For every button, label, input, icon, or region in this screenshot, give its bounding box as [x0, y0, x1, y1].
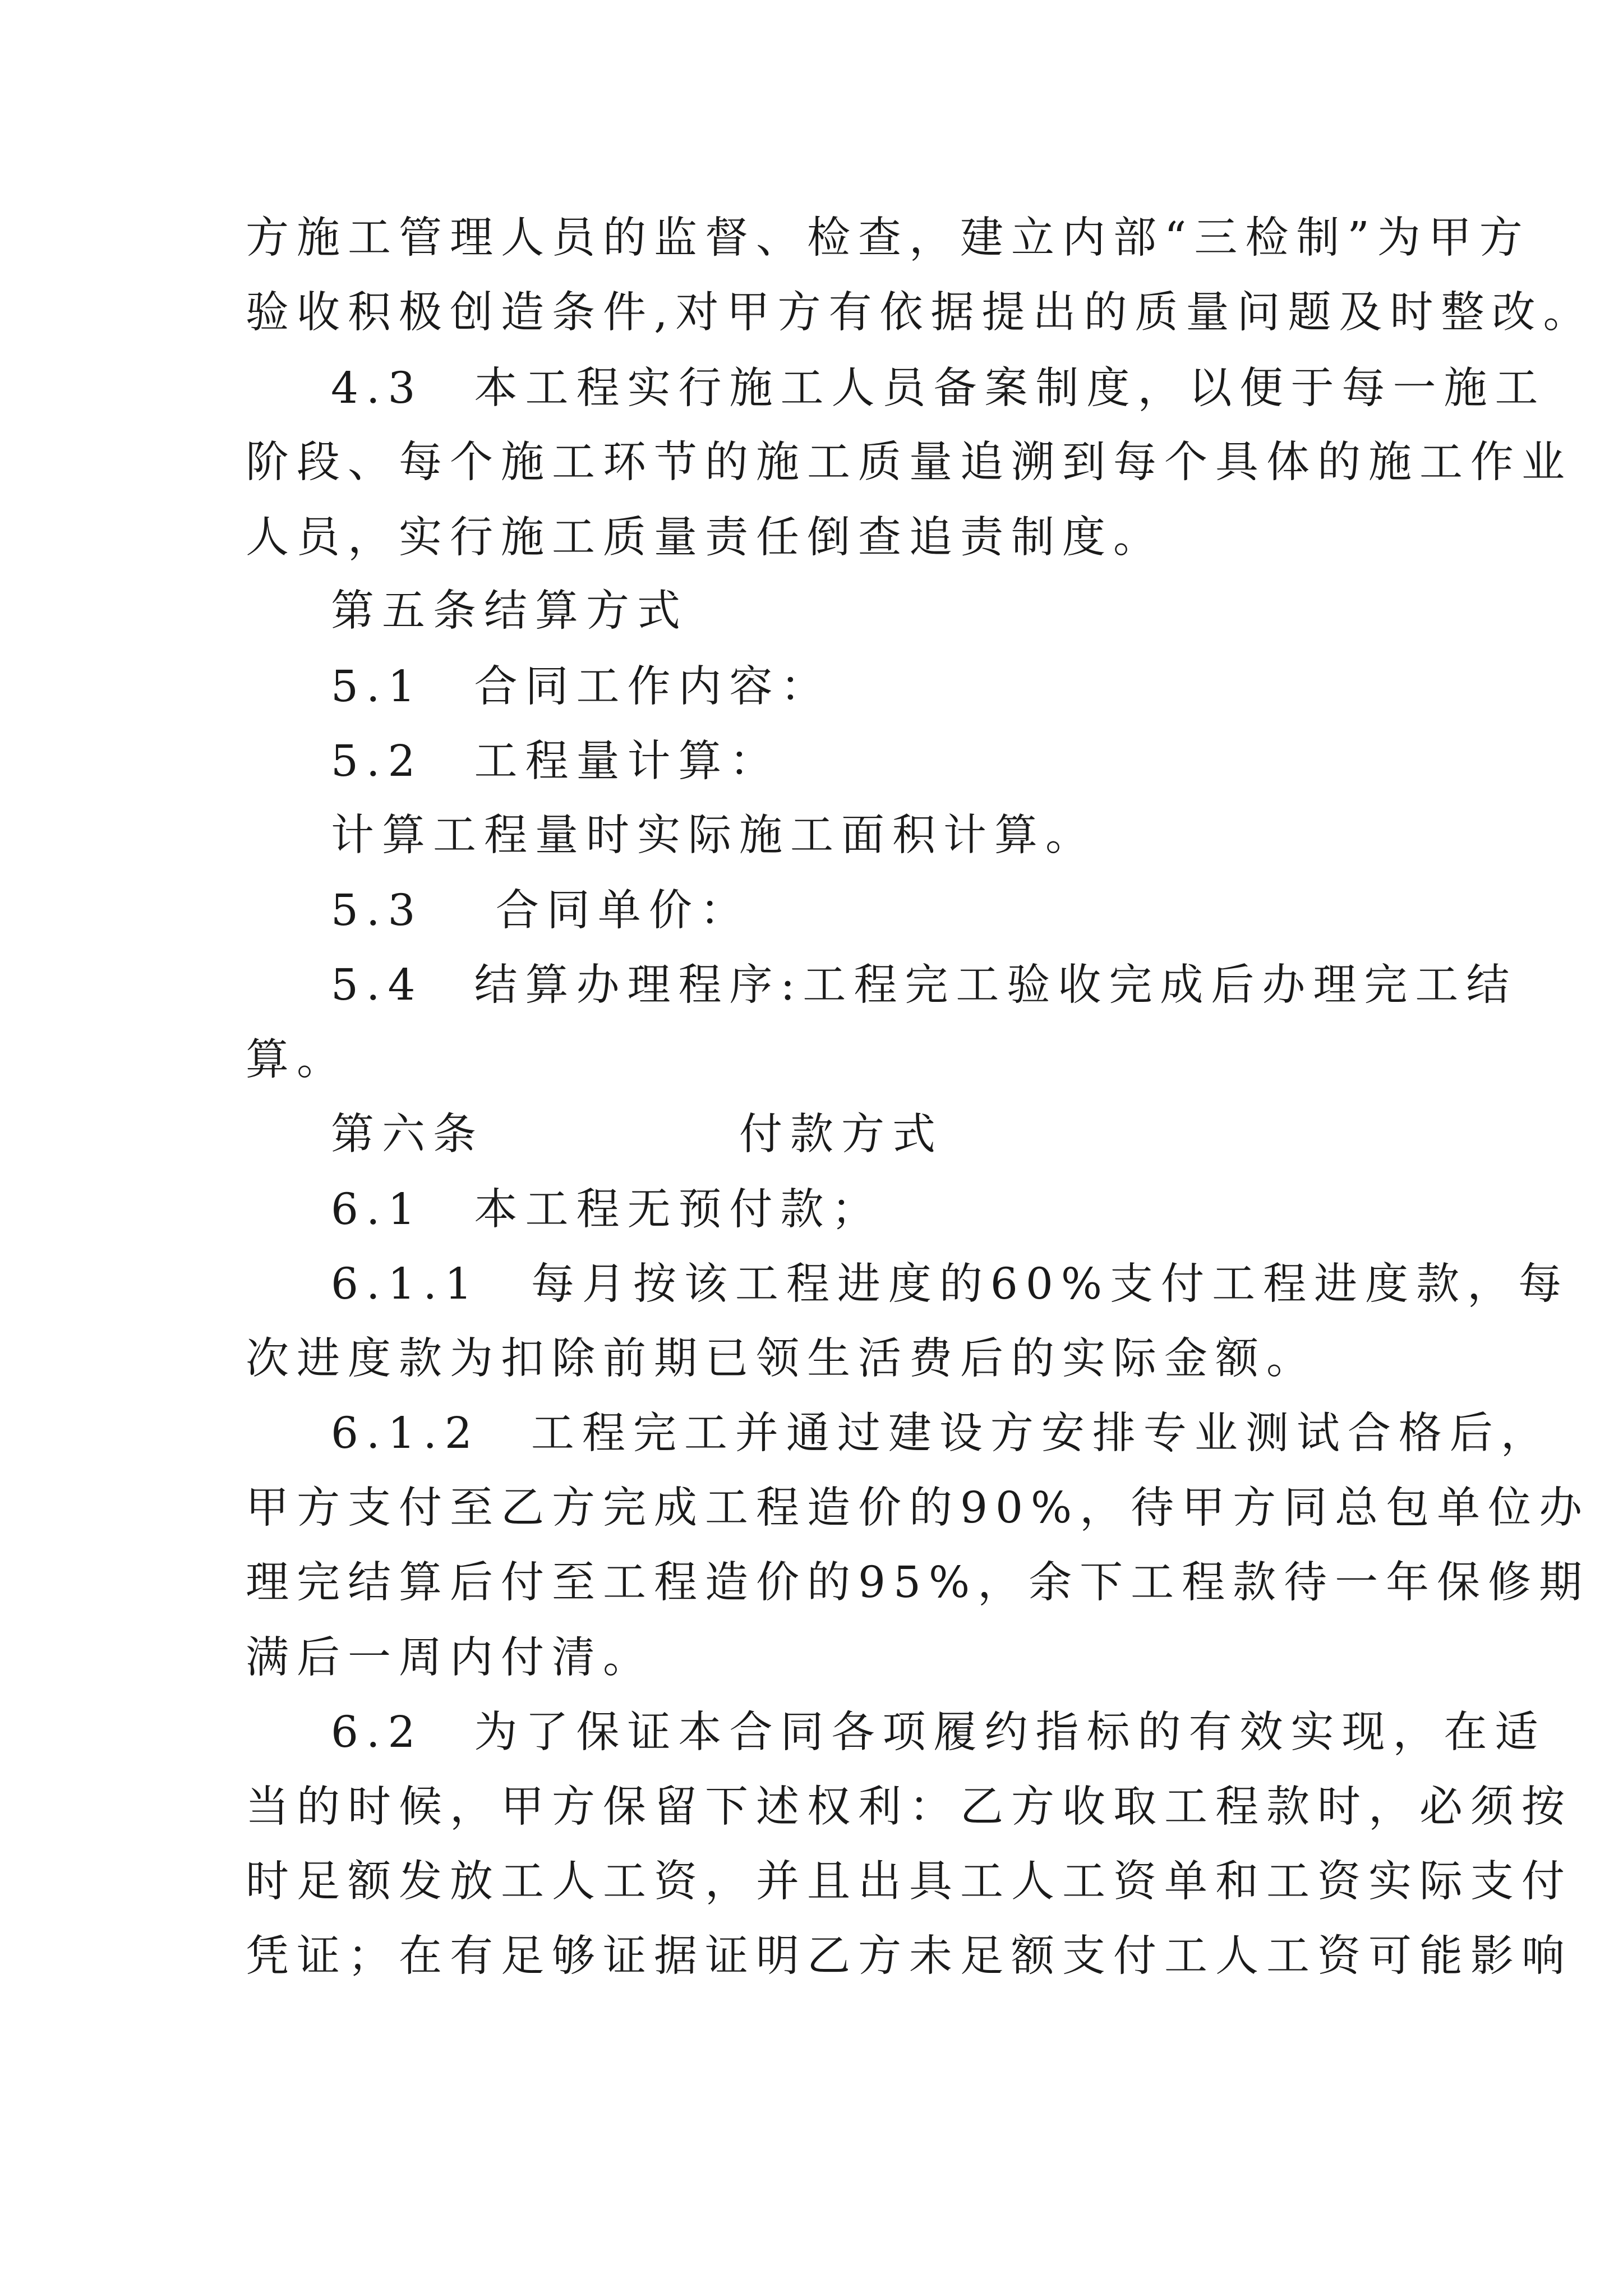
text-line: 当的时候，甲方保留下述权利：乙方收取工程款时，必须按: [246, 1782, 1573, 1832]
clause-5-4: 5.4 结算办理程序:工程完工验收完成后办理完工结: [331, 960, 1518, 1010]
clause-5-1: 5.1 合同工作内容：: [331, 662, 832, 712]
text-line: 方施工管理人员的监督、检查，建立内部“三检制”为甲方: [246, 213, 1530, 263]
clause-6-1-2: 6.1.2 工程完工并通过建设方安排专业测试合格后，: [331, 1409, 1552, 1458]
text-line: 人员，实行施工质量责任倒查追责制度。: [246, 513, 1164, 563]
text-line: 验收积极创造条件,对甲方有依据提出的质量问题及时整改。: [246, 288, 1594, 338]
text-line: 满后一周内付清。: [246, 1633, 654, 1683]
text-line: 算。: [246, 1035, 348, 1085]
clause-5-3: 5.3 合同单价：: [331, 886, 751, 936]
article-5-heading: 第五条结算方式: [331, 586, 688, 636]
text-line: 甲方支付至乙方完成工程造价的90%，待甲方同总包单位办: [246, 1483, 1590, 1533]
text-line: 阶段、每个施工环节的施工质量追溯到每个具体的施工作业: [246, 438, 1573, 487]
text-line: 计算工程量时实际施工面积计算。: [331, 811, 1096, 861]
clause-6-1: 6.1 本工程无预付款；: [331, 1185, 883, 1235]
clause-6-1-1: 6.1.1 每月按该工程进度的60%支付工程进度款，每: [331, 1259, 1570, 1309]
text-line: 次进度款为扣除前期已领生活费后的实际金额。: [246, 1334, 1317, 1384]
clause-6-2: 6.2 为了保证本合同各项履约指标的有效实现，在适: [331, 1708, 1546, 1757]
text-line: 凭证；在有足够证据证明乙方未足额支付工人工资可能影响: [246, 1931, 1573, 1981]
clause-4-3: 4.3 本工程实行施工人员备案制度，以便于每一施工: [331, 364, 1546, 413]
article-6-heading: 第六条 付款方式: [331, 1110, 943, 1159]
clause-5-2: 5.2 工程量计算：: [331, 737, 781, 786]
text-line: 时足额发放工人工资，并且出具工人工资单和工资实际支付: [246, 1857, 1573, 1907]
text-line: 理完结算后付至工程造价的95%，余下工程款待一年保修期: [246, 1558, 1590, 1608]
